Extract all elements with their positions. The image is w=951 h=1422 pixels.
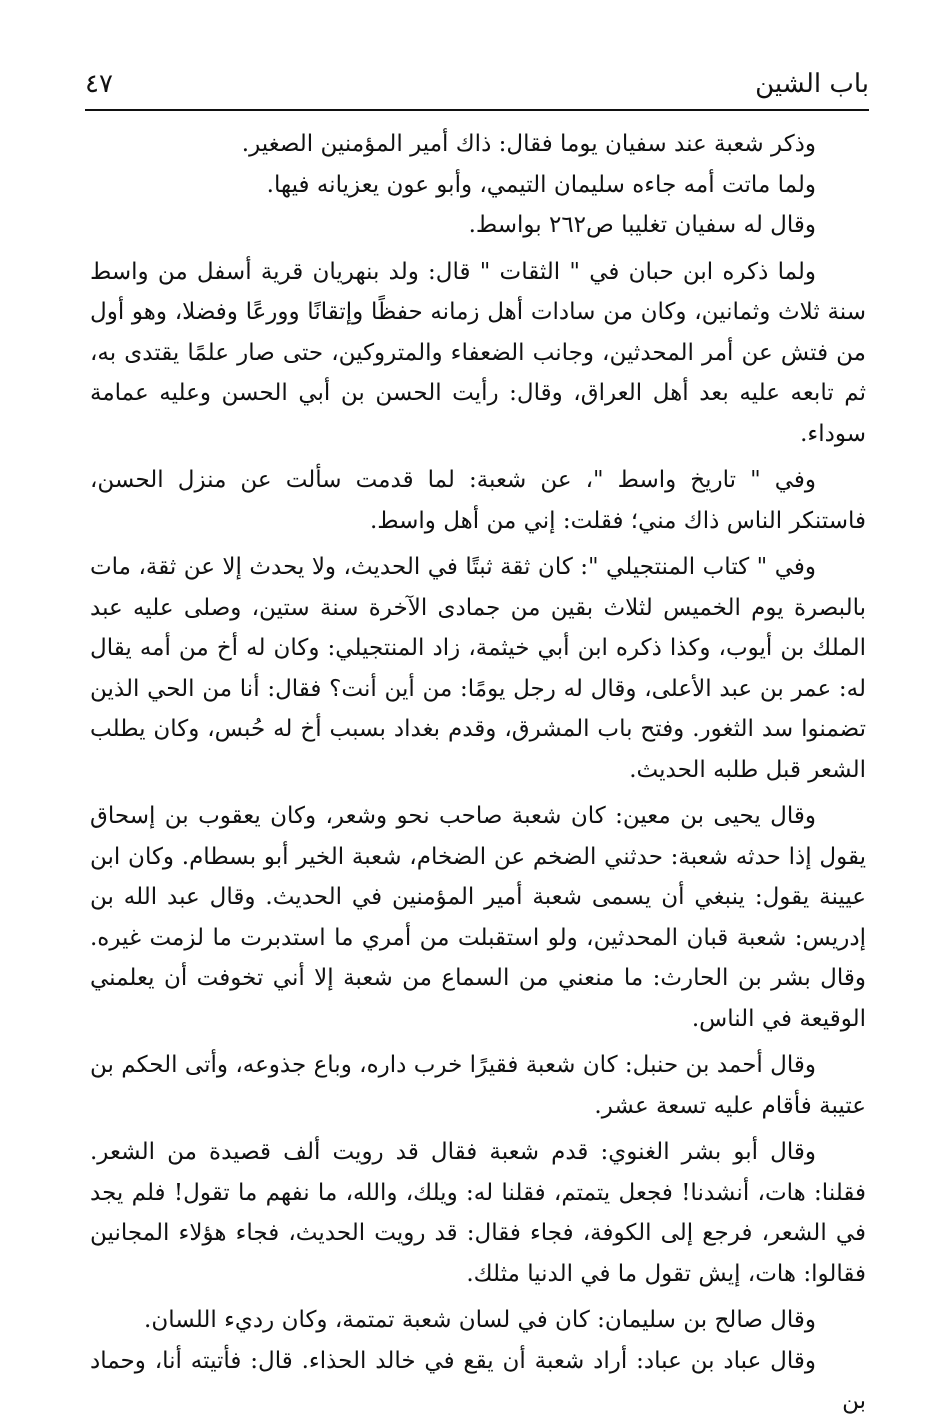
paragraph: وقال أبو بشر الغنوي: قدم شعبة فقال قد رويت ألف قصيدة من الشعر. فقلنا: هات، أنشدنا! فجعل يتمتم، فقلنا له: ويلك، والله، ما نفهم ما تقول! فلم يجد في الشعر، فرجع إلى الكوفة، فجاء فقال: قد رويت الحديث، فجاء هؤلاء المجانين فقالوا: هات، إيش تقول ما في الدنيا مثلك. (90, 1139, 866, 1287)
paragraph: ولما ذكره ابن حبان في " الثقات " قال: ولد بنهريان قرية أسفل من واسط سنة ثلاث وثمانين، وكان من سادات أهل زمانه حفظًا وإتقانًا وورعًا وفضلا، وهو أول من فتش عن أمر المحدثين، وجانب الضعفاء والمتروكين، حتى صار علمًا يقتدى به، ثم تابعه عليه بعد أهل العراق، وقال: رأيت الحسن بن أبي الحسن وعليه عمامة سوداء. (90, 258, 866, 447)
header-divider (85, 109, 869, 111)
paragraph: وقال له سفيان تغليبا ص٢٦٢ بواسط. (468, 212, 816, 238)
paragraph: وقال صالح بن سليمان: كان في لسان شعبة تمتمة، وكان رديء اللسان. (144, 1307, 816, 1333)
paragraph: وفي " تاريخ واسط "، عن شعبة: لما قدمت سألت عن منزل الحسن، فاستنكر الناس ذاك مني؛ فقلت: إني من أهل واسط. (90, 467, 866, 534)
paragraph: وذكر شعبة عند سفيان يوما فقال: ذاك أمير المؤمنين الصغير. (241, 131, 816, 157)
main-text (90, 124, 866, 1422)
page-header (85, 62, 869, 106)
paragraph: وقال عباد بن عباد: أراد شعبة أن يقع في خالد الحذاء. قال: فأتيته أنا، وحماد بن (90, 1347, 866, 1414)
paragraph: وقال يحيى بن معين: كان شعبة صاحب نحو وشعر، وكان يعقوب بن إسحاق يقول إذا حدثه شعبة: حدثني الضخم عن الضخام، شعبة الخير أبو بسطام. وكان ابن عيينة يقول: ينبغي أن يسمى شعبة أمير المؤمنين في الحديث. وقال عبد الله بن إدريس: شعبة قبان المحدثين، ولو استقبلت من أمري ما استدبرت ما لزمت غيره. وقال بشر بن الحارث: ما منعني من السماع من شعبة إلا أني تخوفت أن يعلمني الوقيعة في الناس. (90, 803, 866, 1032)
page-number: ٤٧ (85, 69, 113, 99)
chapter-title: باب الشين (755, 69, 869, 99)
paragraph: وقال أحمد بن حنبل: كان شعبة فقيرًا خرب داره، وباع جذوعه، وأتى الحكم بن عتيبة فأقام عليه تسعة عشر. (90, 1052, 866, 1119)
paragraph: وفي " كتاب المنتجيلي ": كان ثقة ثبتًا في الحديث، ولا يحدث إلا عن ثقة، مات بالبصرة يوم الخميس لثلاث بقين من جمادى الآخرة سنة ستين، وصلى عليه عبد الملك بن أيوب، وكذا ذكره ابن أبي خيثمة، زاد المنتجيلي: وكان له أخ من أمه يقال له: عمر بن عبد الأعلى، وقال له رجل يومًا: من أين أنت؟ فقال: أنا من الحي الذين تضمنوا سد الثغور. وفتح باب المشرق، وقدم بغداد بسبب أخ له حُبس، وكان يطلب الشعر قبل طلبه الحديث. (90, 554, 866, 783)
paragraph: ولما ماتت أمه جاءه سليمان التيمي، وأبو عون يعزيانه فيها. (266, 171, 816, 198)
